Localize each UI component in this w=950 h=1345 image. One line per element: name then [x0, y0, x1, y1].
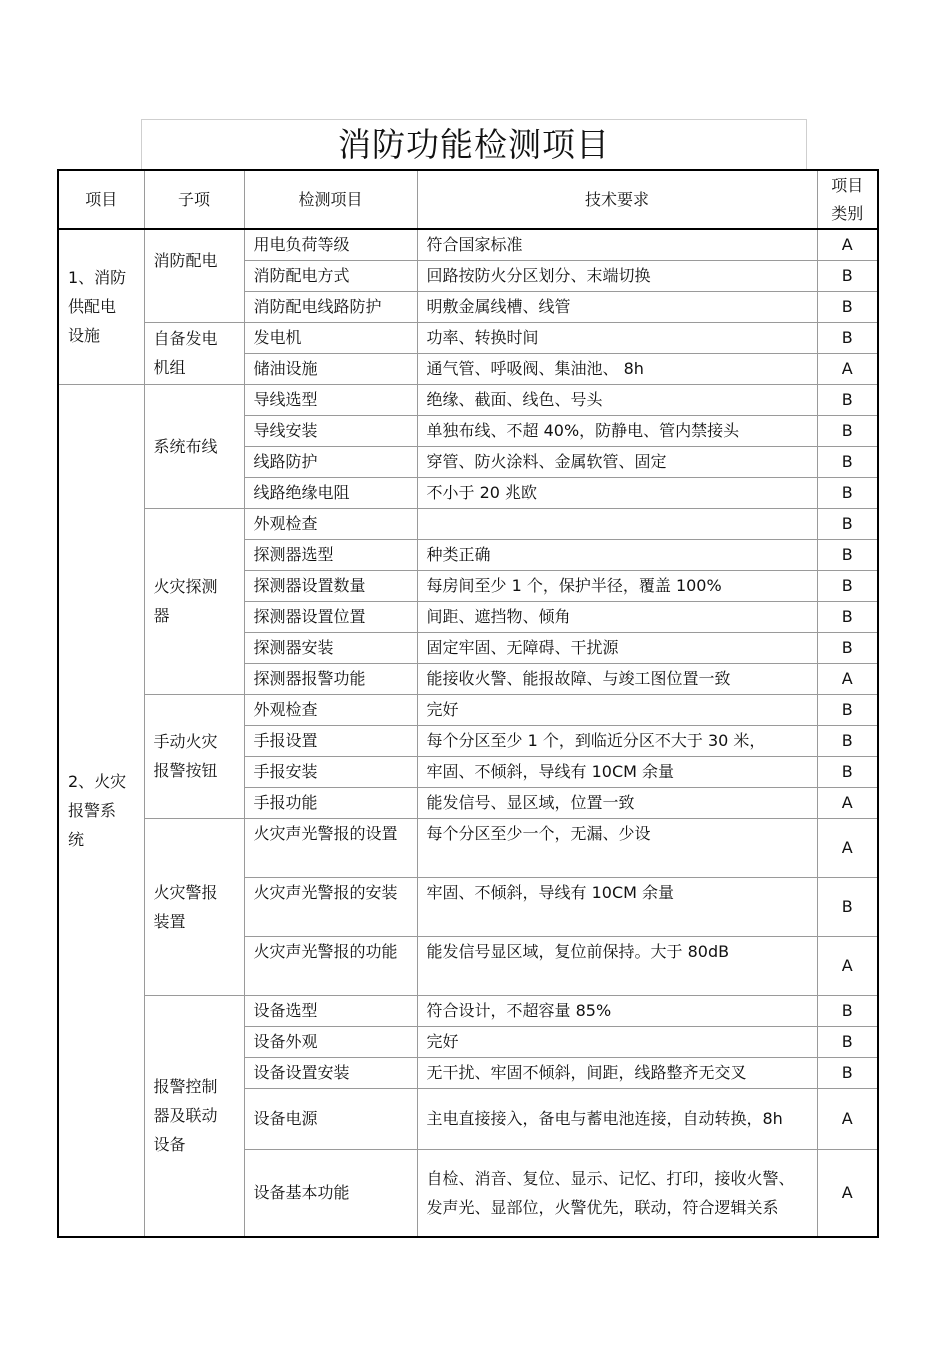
check-item: 用电负荷等级	[244, 229, 417, 260]
header-row	[58, 170, 878, 229]
table-row	[58, 322, 878, 353]
requirement: 每个分区至少一个，无漏、少设	[417, 818, 817, 877]
requirement: 每房间至少 1 个，保护半径，覆盖 100%	[417, 570, 817, 601]
category: A	[817, 1088, 878, 1149]
requirement: 绝缘、截面、线色、号头	[417, 384, 817, 415]
category: B	[817, 415, 878, 446]
header-check: 检测项目	[244, 170, 417, 229]
category: B	[817, 877, 878, 936]
check-item: 储油设施	[244, 353, 417, 384]
requirement: 符合设计，不超容量 85%	[417, 995, 817, 1026]
category: B	[817, 601, 878, 632]
check-item: 手报功能	[244, 787, 417, 818]
check-item: 设备外观	[244, 1026, 417, 1057]
category: A	[817, 663, 878, 694]
category: B	[817, 725, 878, 756]
sub-item: 报警控制 器及联动 设备	[144, 995, 244, 1237]
page-title: 消防功能检测项目	[338, 125, 610, 164]
category: B	[817, 539, 878, 570]
check-item: 火灾声光警报的安装	[244, 877, 417, 936]
sub-item: 自备发电 机组	[144, 322, 244, 384]
requirement: 主电直接接入，备电与蓄电池连接，自动转换，8h	[417, 1088, 817, 1149]
group-item: 1、消防 供配电 设施	[58, 229, 144, 384]
check-item: 线路绝缘电阻	[244, 477, 417, 508]
inspection-table	[57, 169, 879, 1238]
category: B	[817, 570, 878, 601]
check-item: 探测器设置位置	[244, 601, 417, 632]
requirement: 能发信号显区域，复位前保持。大于 80dB	[417, 936, 817, 995]
sub-item: 火灾警报 装置	[144, 818, 244, 995]
check-item: 探测器安装	[244, 632, 417, 663]
category: B	[817, 632, 878, 663]
category: A	[817, 936, 878, 995]
category: A	[817, 1149, 878, 1237]
requirement: 间距、遮挡物、倾角	[417, 601, 817, 632]
group-item: 2、火灾 报警系 统	[58, 384, 144, 1237]
category: B	[817, 694, 878, 725]
requirement: 自检、消音、复位、显示、记忆、打印，接收火警、发声光、显部位，火警优先，联动，符合逻辑关系	[417, 1149, 817, 1237]
header-requirement: 技术要求	[417, 170, 817, 229]
sub-item: 系统布线	[144, 384, 244, 508]
category: B	[817, 446, 878, 477]
title-box	[141, 119, 807, 169]
requirement: 无干扰、牢固不倾斜，间距，线路整齐无交叉	[417, 1057, 817, 1088]
requirement: 功率、转换时间	[417, 322, 817, 353]
check-item: 设备设置安装	[244, 1057, 417, 1088]
category: B	[817, 291, 878, 322]
header-item: 项目	[58, 170, 144, 229]
requirement: 穿管、防火涂料、金属软管、固定	[417, 446, 817, 477]
table-row	[58, 818, 878, 877]
requirement: 能发信号、显区域，位置一致	[417, 787, 817, 818]
requirement: 种类正确	[417, 539, 817, 570]
requirement: 通气管、呼吸阀、集油池、 8h	[417, 353, 817, 384]
check-item: 设备基本功能	[244, 1149, 417, 1237]
check-item: 探测器设置数量	[244, 570, 417, 601]
category: B	[817, 1026, 878, 1057]
requirement: 完好	[417, 1026, 817, 1057]
requirement: 每个分区至少 1 个，到临近分区不大于 30 米，	[417, 725, 817, 756]
category: B	[817, 477, 878, 508]
table-row	[58, 384, 878, 415]
check-item: 手报设置	[244, 725, 417, 756]
sub-item: 消防配电	[144, 229, 244, 322]
table-row	[58, 508, 878, 539]
check-item: 外观检查	[244, 508, 417, 539]
requirement: 牢固、不倾斜，导线有 10CM 余量	[417, 756, 817, 787]
category: B	[817, 322, 878, 353]
requirement: 完好	[417, 694, 817, 725]
category: B	[817, 995, 878, 1026]
check-item: 设备选型	[244, 995, 417, 1026]
check-item: 外观检查	[244, 694, 417, 725]
category: A	[817, 818, 878, 877]
requirement: 固定牢固、无障碍、干扰源	[417, 632, 817, 663]
category: A	[817, 787, 878, 818]
check-item: 发电机	[244, 322, 417, 353]
requirement: 单独布线、不超 40%，防静电、管内禁接头	[417, 415, 817, 446]
category: B	[817, 508, 878, 539]
check-item: 火灾声光警报的功能	[244, 936, 417, 995]
header-category: 项目 类别	[817, 170, 878, 229]
check-item: 导线安装	[244, 415, 417, 446]
category: A	[817, 353, 878, 384]
table-row	[58, 229, 878, 260]
check-item: 导线选型	[244, 384, 417, 415]
requirement: 牢固、不倾斜，导线有 10CM 余量	[417, 877, 817, 936]
category: B	[817, 260, 878, 291]
check-item: 探测器选型	[244, 539, 417, 570]
requirement: 回路按防火分区划分、末端切换	[417, 260, 817, 291]
requirement: 明敷金属线槽、线管	[417, 291, 817, 322]
requirement	[417, 508, 817, 539]
category: B	[817, 756, 878, 787]
requirement: 不小于 20 兆欧	[417, 477, 817, 508]
sub-item: 火灾探测 器	[144, 508, 244, 694]
category: B	[817, 1057, 878, 1088]
table-row	[58, 694, 878, 725]
check-item: 火灾声光警报的设置	[244, 818, 417, 877]
check-item: 探测器报警功能	[244, 663, 417, 694]
check-item: 消防配电线路防护	[244, 291, 417, 322]
check-item: 手报安装	[244, 756, 417, 787]
header-sub: 子项	[144, 170, 244, 229]
requirement: 符合国家标准	[417, 229, 817, 260]
check-item: 设备电源	[244, 1088, 417, 1149]
requirement: 能接收火警、能报故障、与竣工图位置一致	[417, 663, 817, 694]
sub-item: 手动火灾 报警按钮	[144, 694, 244, 818]
table-row	[58, 995, 878, 1026]
check-item: 线路防护	[244, 446, 417, 477]
category: A	[817, 229, 878, 260]
category: B	[817, 384, 878, 415]
check-item: 消防配电方式	[244, 260, 417, 291]
